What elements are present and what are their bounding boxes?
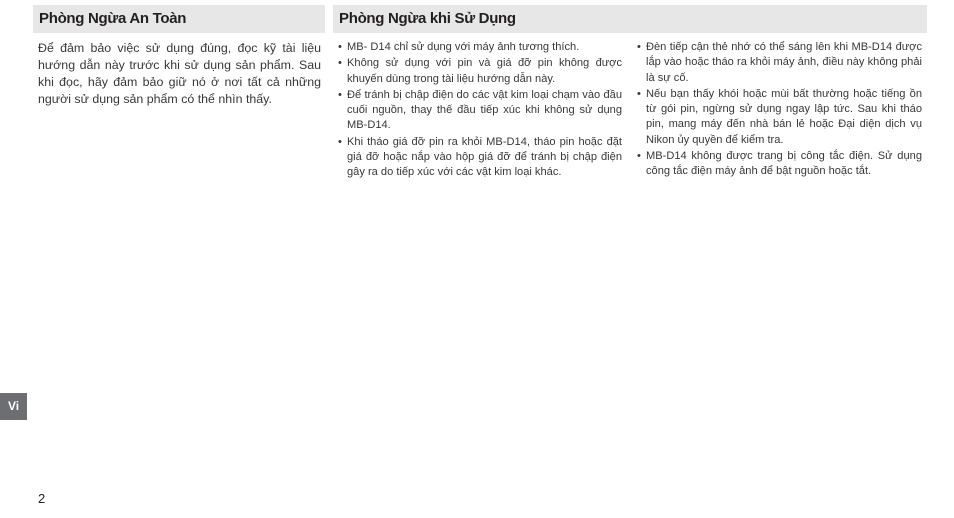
usage-precautions-list-b	[637, 40, 922, 181]
list-item: • Đèn tiếp cận thẻ nhớ có thể sáng lên khi MB-D14 được lắp vào hoặc tháo ra khỏi máy ảnh, điều này không phải là sự cố.	[637, 40, 922, 86]
language-tab: Vi	[0, 393, 27, 420]
list-item: • Khi tháo giá đỡ pin ra khỏi MB-D14, tháo pin hoặc đặt giá đỡ hoặc nắp vào hộp giá đỡ để tránh bị chập điện gây ra do tiếp xúc với các vật kim loại khác.	[338, 135, 622, 181]
list-item: • Để tránh bị chập điện do các vật kim loại chạm vào đầu cuối nguồn, thay thế đầu tiếp xúc khi không sử dụng MB-D14.	[338, 88, 622, 134]
list-item: • MB- D14 chỉ sử dụng với máy ảnh tương thích.	[338, 40, 622, 55]
list-item: • MB-D14 không được trang bị công tắc điện. Sử dụng công tắc điện máy ảnh để bật nguồn hoặc tắt.	[637, 149, 922, 180]
list-item: • Không sử dụng với pin và giá đỡ pin không được khuyến dùng trong tài liệu hướng dẫn này.	[338, 56, 622, 87]
safety-precautions-heading: Phòng Ngừa An Toàn	[33, 5, 325, 33]
list-item: • Nếu bạn thấy khói hoặc mùi bất thường hoặc tiếng ồn từ gói pin, ngừng sử dụng ngay lập tức. Sau khi tháo pin, mang máy đến nhà bán lẻ hoặc Đại diện dịch vụ Nikon ủy quyền để kiểm tra.	[637, 87, 922, 148]
usage-precautions-list-a	[338, 40, 622, 182]
page-number: 2	[38, 491, 46, 506]
safety-intro-paragraph: Để đảm bảo việc sử dụng đúng, đọc kỹ tài liệu hướng dẫn này trước khi sử dụng sản phẩm. Sau khi đọc, hãy đảm bảo giữ nó ở nơi tất cả những người sử dụng sản phẩm có thể nhìn thấy.	[38, 41, 321, 106]
usage-precautions-heading: Phòng Ngừa khi Sử Dụng	[333, 5, 927, 33]
